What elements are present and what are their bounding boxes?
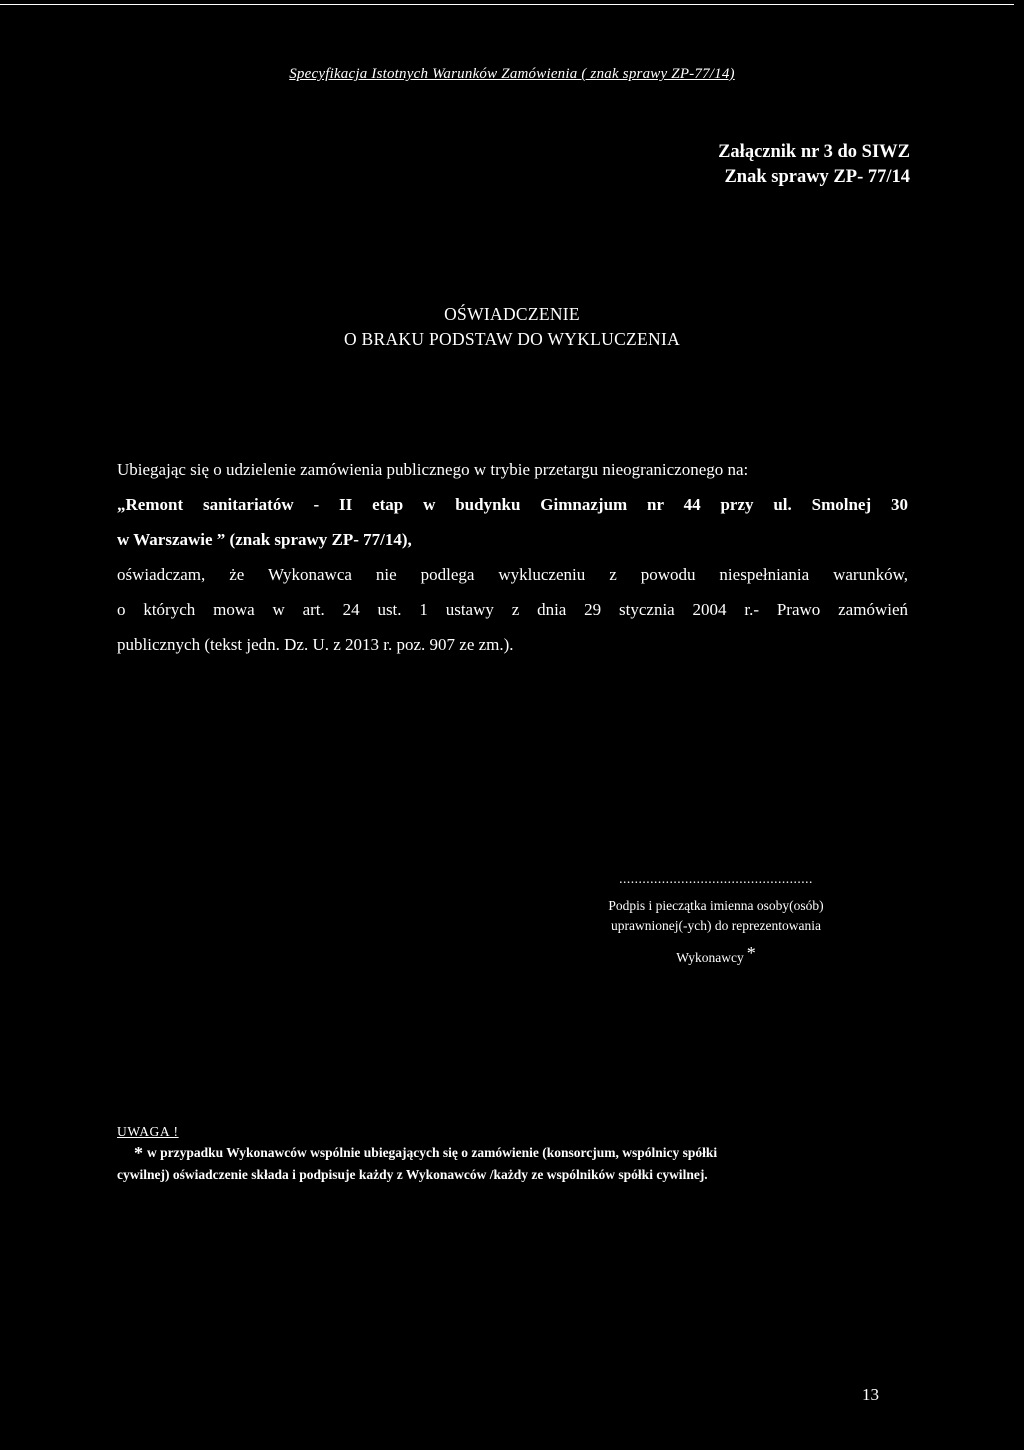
title-line-2: O BRAKU PODSTAW DO WYKLUCZENIA	[343, 329, 681, 349]
signature-contractor-label: Wykonawcy	[676, 950, 744, 965]
signature-caption-line-1: Podpis i pieczątka imienna osoby(osób)	[608, 898, 824, 913]
signature-dotted-line: ..................................................	[619, 871, 813, 886]
signature-caption-line-3	[556, 943, 876, 968]
page-number: 13	[862, 1385, 879, 1404]
asterisk-marker: *	[746, 943, 756, 963]
attachment-reference	[718, 140, 910, 190]
body-line-1: Ubiegając się o udzielenie zamówienia publicznego w trybie przetargu nieograniczonego na:	[117, 460, 749, 479]
body-line-4: oświadczam, że Wykonawca nie podlega wykluczeniu z powodu niespełniania warunków,	[117, 565, 908, 584]
attachment-number: Załącznik nr 3 do SIWZ	[718, 142, 910, 162]
signature-block	[556, 872, 876, 968]
warning-note	[117, 1122, 927, 1186]
warning-text-1: w przypadku Wykonawców wspólnie ubiegających się o zamówienie (konsorcjum, wspólnicy spółki	[147, 1145, 718, 1160]
warning-label: UWAGA !	[117, 1124, 179, 1139]
body-line-6: publicznych (tekst jedn. Dz. U. z 2013 r. poz. 907 ze zm.).	[117, 635, 514, 654]
title-line-1: OŚWIADCZENIE	[444, 304, 580, 324]
warning-line-1	[117, 1142, 927, 1164]
body-line-2-project-name: „Remont sanitariatów - II etap w budynku Gimnazjum nr 44 przy ul. Smolnej 30	[117, 495, 908, 514]
case-reference: Znak sprawy ZP- 77/14	[724, 167, 910, 187]
body-line-5: o których mowa w art. 24 ust. 1 ustawy z dnia 29 stycznia 2004 r.- Prawo zamówień	[117, 600, 908, 619]
declaration-body	[117, 452, 908, 662]
body-line-3-location: w Warszawie ” (znak sprawy ZP- 77/14),	[117, 530, 412, 549]
document-title	[0, 302, 1024, 352]
running-header: Specyfikacja Istotnych Warunków Zamówienia ( znak sprawy ZP-77/14)	[289, 66, 735, 82]
top-border-line	[0, 4, 1014, 5]
signature-caption-line-2: uprawnionej(-ych) do reprezentowania	[611, 918, 821, 933]
warning-asterisk: *	[134, 1143, 143, 1163]
warning-line-2: cywilnej) oświadczenie składa i podpisuje każdy z Wykonawców /każdy ze wspólników spółki cywilnej.	[117, 1167, 708, 1182]
